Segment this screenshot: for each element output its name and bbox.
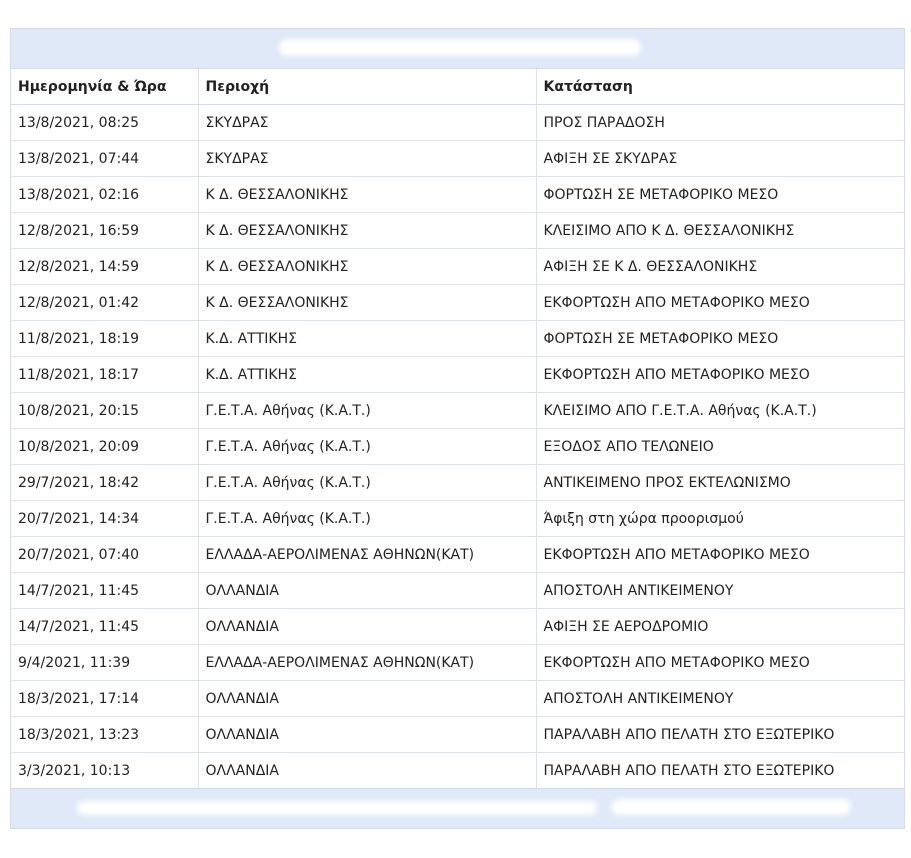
- table-row: [11, 141, 904, 177]
- cell-area: ΟΛΛΑΝΔΙΑ: [198, 753, 536, 789]
- table-row: [11, 537, 904, 573]
- table-row: [11, 321, 904, 357]
- cell-status: ΕΚΦΟΡΤΩΣΗ ΑΠΟ ΜΕΤΑΦΟΡΙΚΟ ΜΕΣΟ: [536, 285, 904, 321]
- redacted-title: [279, 39, 641, 56]
- cell-area: Κ.Δ. ΑΤΤΙΚΗΣ: [198, 357, 536, 393]
- cell-area: Γ.Ε.Τ.Α. Αθήνας (Κ.Α.Τ.): [198, 501, 536, 537]
- column-header-status: Κατάσταση: [536, 69, 904, 105]
- cell-datetime: 12/8/2021, 16:59: [11, 213, 198, 249]
- table-row: [11, 465, 904, 501]
- cell-datetime: 3/3/2021, 10:13: [11, 753, 198, 789]
- cell-area: ΕΛΛΑΔΑ-ΑΕΡΟΛΙΜΕΝΑΣ ΑΘΗΝΩΝ(ΚΑΤ): [198, 537, 536, 573]
- table-row: [11, 105, 904, 141]
- cell-status: ΑΝΤΙΚΕΙΜΕΝΟ ΠΡΟΣ ΕΚΤΕΛΩΝΙΣΜΟ: [536, 465, 904, 501]
- cell-datetime: 13/8/2021, 02:16: [11, 177, 198, 213]
- table-row: [11, 573, 904, 609]
- cell-area: Κ Δ. ΘΕΣΣΑΛΟΝΙΚΗΣ: [198, 285, 536, 321]
- cell-area: Γ.Ε.Τ.Α. Αθήνας (Κ.Α.Τ.): [198, 465, 536, 501]
- tracking-history-table: [11, 69, 904, 788]
- cell-status: ΑΦΙΞΗ ΣΕ Κ Δ. ΘΕΣΣΑΛΟΝΙΚΗΣ: [536, 249, 904, 285]
- panel-footer-band: [11, 788, 904, 828]
- table-row: [11, 753, 904, 789]
- table-row: [11, 645, 904, 681]
- cell-datetime: 14/7/2021, 11:45: [11, 609, 198, 645]
- redacted-footer-text: [611, 799, 851, 815]
- cell-status: ΑΦΙΞΗ ΣΕ ΑΕΡΟΔΡΟΜΙΟ: [536, 609, 904, 645]
- cell-status: ΑΠΟΣΤΟΛΗ ΑΝΤΙΚΕΙΜΕΝΟΥ: [536, 573, 904, 609]
- table-row: [11, 285, 904, 321]
- cell-area: Κ.Δ. ΑΤΤΙΚΗΣ: [198, 321, 536, 357]
- redacted-footer-text: [77, 801, 597, 815]
- cell-datetime: 13/8/2021, 08:25: [18, 114, 140, 131]
- cell-area: Γ.Ε.Τ.Α. Αθήνας (Κ.Α.Τ.): [198, 429, 536, 465]
- column-header-area: Περιοχή: [198, 69, 536, 105]
- cell-area: ΟΛΛΑΝΔΙΑ: [198, 681, 536, 717]
- cell-status: ΚΛΕΙΣΙΜΟ ΑΠΟ Γ.Ε.Τ.Α. Αθήνας (Κ.Α.Τ.): [536, 393, 904, 429]
- cell-area: ΟΛΛΑΝΔΙΑ: [198, 609, 536, 645]
- cell-datetime: 20/7/2021, 07:40: [11, 537, 198, 573]
- cell-area: Κ Δ. ΘΕΣΣΑΛΟΝΙΚΗΣ: [198, 249, 536, 285]
- cell-area: ΣΚΥΔΡΑΣ: [198, 105, 536, 141]
- cell-datetime: 29/7/2021, 18:42: [11, 465, 198, 501]
- cell-status: ΦΟΡΤΩΣΗ ΣΕ ΜΕΤΑΦΟΡΙΚΟ ΜΕΣΟ: [536, 177, 904, 213]
- cell-status: ΑΠΟΣΤΟΛΗ ΑΝΤΙΚΕΙΜΕΝΟΥ: [536, 681, 904, 717]
- table-row: [11, 393, 904, 429]
- cell-datetime: 20/7/2021, 14:34: [11, 501, 198, 537]
- cell-status: ΕΞΟΔΟΣ ΑΠΟ ΤΕΛΩΝΕΙΟ: [536, 429, 904, 465]
- table-row: [11, 717, 904, 753]
- cell-status: ΚΛΕΙΣΙΜΟ ΑΠΟ Κ Δ. ΘΕΣΣΑΛΟΝΙΚΗΣ: [536, 213, 904, 249]
- cell-datetime: 18/3/2021, 17:14: [11, 681, 198, 717]
- cell-status: ΠΡΟΣ ΠΑΡΑΔΟΣΗ: [536, 105, 904, 141]
- cell-datetime: 9/4/2021, 11:39: [11, 645, 198, 681]
- cell-area: Κ Δ. ΘΕΣΣΑΛΟΝΙΚΗΣ: [198, 213, 536, 249]
- table-row: [11, 429, 904, 465]
- cell-datetime: 13/8/2021, 07:44: [11, 141, 198, 177]
- cell-status: ΕΚΦΟΡΤΩΣΗ ΑΠΟ ΜΕΤΑΦΟΡΙΚΟ ΜΕΣΟ: [536, 357, 904, 393]
- table-row: [11, 213, 904, 249]
- cell-datetime: 10/8/2021, 20:09: [11, 429, 198, 465]
- table-row: [11, 357, 904, 393]
- panel-header-band: [11, 29, 904, 69]
- cell-status: Άφιξη στη χώρα προορισμού: [536, 501, 904, 537]
- cell-status: ΕΚΦΟΡΤΩΣΗ ΑΠΟ ΜΕΤΑΦΟΡΙΚΟ ΜΕΣΟ: [536, 645, 904, 681]
- cell-datetime: 10/8/2021, 20:15: [11, 393, 198, 429]
- table-body: [11, 105, 904, 789]
- table-row: [11, 177, 904, 213]
- cell-area: ΟΛΛΑΝΔΙΑ: [198, 717, 536, 753]
- cell-datetime: 12/8/2021, 01:42: [11, 285, 198, 321]
- table-row: [11, 681, 904, 717]
- cell-status: ΦΟΡΤΩΣΗ ΣΕ ΜΕΤΑΦΟΡΙΚΟ ΜΕΣΟ: [536, 321, 904, 357]
- table-header-row: [11, 69, 904, 105]
- cell-status: ΕΚΦΟΡΤΩΣΗ ΑΠΟ ΜΕΤΑΦΟΡΙΚΟ ΜΕΣΟ: [536, 537, 904, 573]
- tracking-panel: [10, 28, 905, 829]
- cell-area: ΟΛΛΑΝΔΙΑ: [198, 573, 536, 609]
- cell-area: Γ.Ε.Τ.Α. Αθήνας (Κ.Α.Τ.): [198, 393, 536, 429]
- cell-area: ΣΚΥΔΡΑΣ: [198, 141, 536, 177]
- cell-datetime: 12/8/2021, 14:59: [11, 249, 198, 285]
- cell-datetime: 14/7/2021, 11:45: [11, 573, 198, 609]
- table-row: [11, 501, 904, 537]
- cell-status: ΠΑΡΑΛΑΒΗ ΑΠΟ ΠΕΛΑΤΗ ΣΤΟ ΕΞΩΤΕΡΙΚΟ: [536, 753, 904, 789]
- column-header-datetime: Ημερομηνία & Ώρα: [11, 69, 198, 105]
- cell-datetime: 11/8/2021, 18:19: [11, 321, 198, 357]
- table-row: [11, 609, 904, 645]
- table-row: [11, 249, 904, 285]
- cell-datetime: 11/8/2021, 18:17: [11, 357, 198, 393]
- cell-status: ΠΑΡΑΛΑΒΗ ΑΠΟ ΠΕΛΑΤΗ ΣΤΟ ΕΞΩΤΕΡΙΚΟ: [536, 717, 904, 753]
- cell-area: ΕΛΛΑΔΑ-ΑΕΡΟΛΙΜΕΝΑΣ ΑΘΗΝΩΝ(ΚΑΤ): [198, 645, 536, 681]
- cell-datetime: 18/3/2021, 13:23: [11, 717, 198, 753]
- cell-area: Κ Δ. ΘΕΣΣΑΛΟΝΙΚΗΣ: [198, 177, 536, 213]
- cell-status: ΑΦΙΞΗ ΣΕ ΣΚΥΔΡΑΣ: [536, 141, 904, 177]
